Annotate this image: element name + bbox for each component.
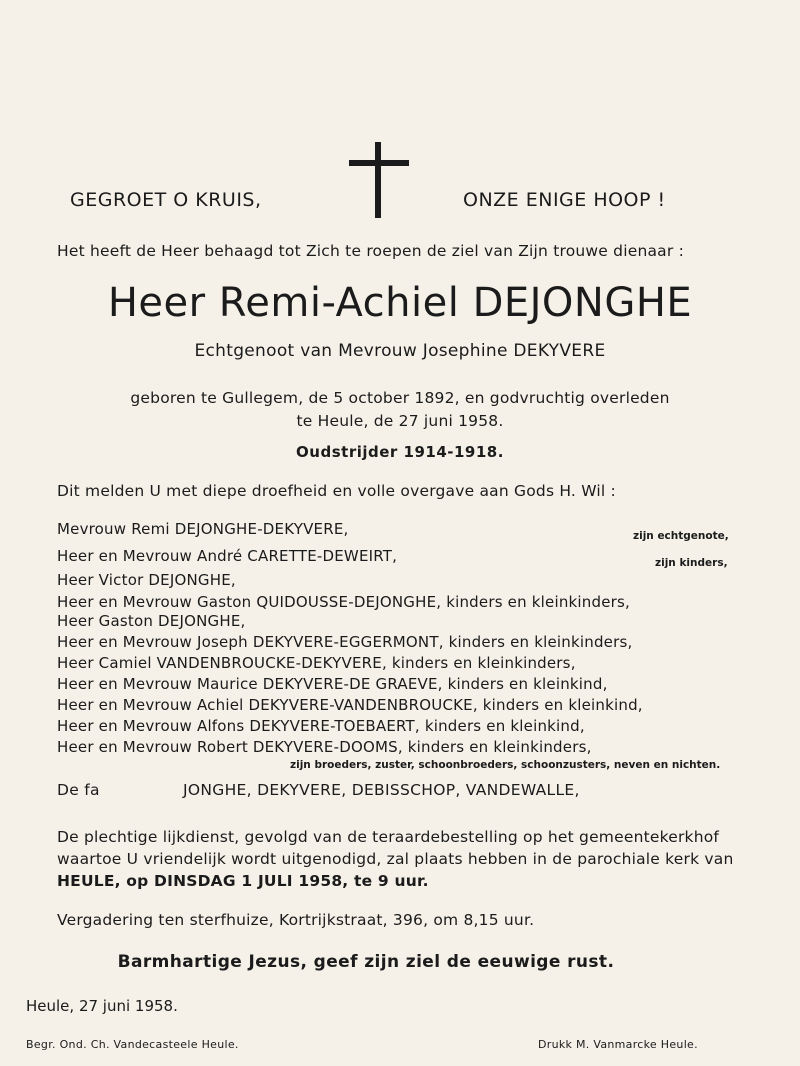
family-row: Heer Gaston DEJONGHE, <box>57 612 246 630</box>
siblings-line: zijn broeders, zuster, schoonbroeders, schoonzusters, neven en nichten. <box>290 759 721 771</box>
family-row: Mevrouw Remi DEJONGHE-DEKYVERE, <box>57 520 349 538</box>
birth-line-2: te Heule, de 27 juni 1958. <box>296 412 504 430</box>
deceased-name: Heer Remi-Achiel DEJONGHE <box>107 280 693 326</box>
family-row: Heer en Mevrouw Gaston QUIDOUSSE-DEJONGHE, kinders en kleinkinders, <box>57 593 630 611</box>
family-role: zijn kinders, <box>655 557 728 569</box>
family-role: zijn echtgenote, <box>633 530 729 542</box>
family-row: Heer Victor DEJONGHE, <box>57 571 236 589</box>
family-row: Heer en Mevrouw Robert DEKYVERE-DOOMS, kinders en kleinkinders, <box>57 738 592 756</box>
service-line-1: De plechtige lijkdienst, gevolgd van de teraardebestelling op het gemeentekerkhof <box>57 828 720 846</box>
service-line-2: waartoe U vriendelijk wordt uitgenodigd, zal plaats hebben in de parochiale kerk van <box>57 850 734 868</box>
footer-undertaker: Begr. Ond. Ch. Vandecasteele Heule. <box>26 1038 239 1051</box>
announcement: Dit melden U met diepe droefheid en volle overgave aan Gods H. Wil : <box>57 482 616 500</box>
cross-icon <box>349 142 409 218</box>
veteran-line: Oudstrijder 1914-1918. <box>296 443 504 461</box>
family-row: Heer en Mevrouw Joseph DEKYVERE-EGGERMONT, kinders en kleinkinders, <box>57 633 633 651</box>
footer-printer: Drukk M. Vanmarcke Heule. <box>538 1038 698 1051</box>
greeting-left: GEGROET O KRUIS, <box>70 189 262 211</box>
service-line-3: HEULE, op DINSDAG 1 JULI 1958, te 9 uur. <box>57 872 429 890</box>
family-row: Heer Camiel VANDENBROUCKE-DEKYVERE, kinders en kleinkinders, <box>57 654 576 672</box>
families-prefix: De fa <box>57 781 100 799</box>
intro-text: Het heeft de Heer behaagd tot Zich te roepen de ziel van Zijn trouwe dienaar : <box>57 242 684 260</box>
date-line: Heule, 27 juni 1958. <box>26 997 178 1015</box>
gathering-line: Vergadering ten sterfhuize, Kortrijkstraat, 396, om 8,15 uur. <box>57 911 535 929</box>
family-row: Heer en Mevrouw Maurice DEKYVERE-DE GRAEVE, kinders en kleinkind, <box>57 675 608 693</box>
spouse-line: Echtgenoot van Mevrouw Josephine DEKYVERE <box>194 341 606 361</box>
family-row: Heer en Mevrouw Alfons DEKYVERE-TOEBAERT, kinders en kleinkind, <box>57 717 585 735</box>
greeting-right: ONZE ENIGE HOOP ! <box>463 189 666 211</box>
families-names: JONGHE, DEKYVERE, DEBISSCHOP, VANDEWALLE, <box>183 781 580 799</box>
family-row: Heer en Mevrouw Achiel DEKYVERE-VANDENBROUCKE, kinders en kleinkind, <box>57 696 643 714</box>
prayer-line: Barmhartige Jezus, geef zijn ziel de eeuwige rust. <box>117 952 615 972</box>
family-row: Heer en Mevrouw André CARETTE-DEWEIRT, <box>57 547 398 565</box>
birth-line-1: geboren te Gullegem, de 5 october 1892, en godvruchtig overleden <box>130 389 670 407</box>
